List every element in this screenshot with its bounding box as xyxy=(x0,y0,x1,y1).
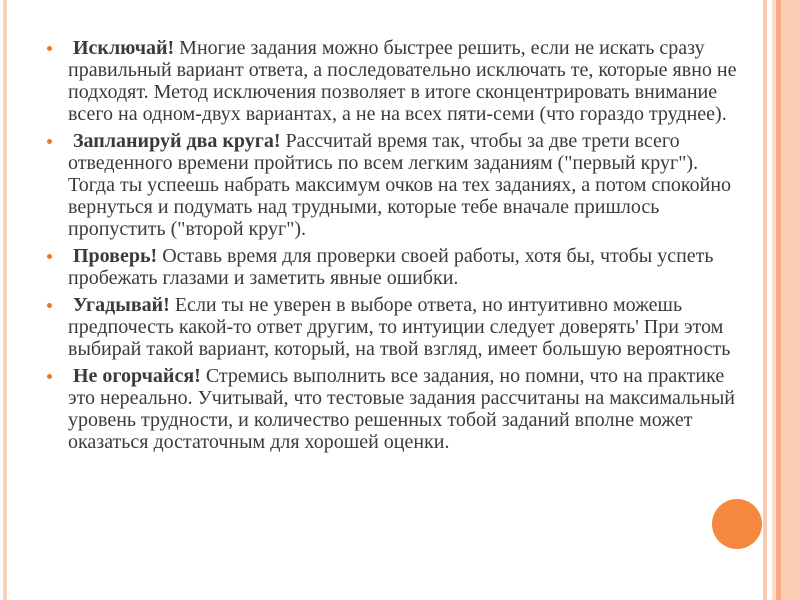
bullet-lead: Исключай! xyxy=(73,37,175,59)
bullet-text: Рассчитай время так, чтобы за две трети всего отведенного времени пройтись по всем легким заданиям ("первый круг"). Тогда ты успеешь набрать максимум очков на тех заданиях, а потом спокойно вернуться и подумать над трудными, которые тебе вначале пришлось пропустить ("второй круг"). xyxy=(68,130,732,240)
bullet-icon xyxy=(47,46,52,51)
bullet-icon xyxy=(47,139,52,144)
bullet-lead: Угадывай! xyxy=(73,294,170,316)
left-border-line xyxy=(3,0,7,600)
bullet-icon xyxy=(47,254,52,259)
bullet-icon xyxy=(47,303,52,308)
bullet-list xyxy=(68,37,748,453)
list-item xyxy=(68,294,748,360)
list-item xyxy=(68,365,748,453)
accent-circle xyxy=(712,499,762,549)
bullet-text: Если ты не уверен в выборе ответа, но интуитивно можешь предпочесть какой-то ответ другим, то интуиции следует доверять' При этом выбирай такой вариант, который, на твой взгляд, имеет большую вероятность xyxy=(68,294,731,360)
list-item xyxy=(68,245,748,289)
slide-body xyxy=(68,37,748,458)
bullet-lead: Запланируй два круга! xyxy=(73,130,281,152)
list-item xyxy=(68,130,748,240)
list-item xyxy=(68,37,748,125)
bullet-text: Стремись выполнить все задания, но помни, что на практике это нереально. Учитывай, что тестовые задания рассчитаны на максимальный уровень трудности, и количество решенных тобой заданий вполне может оказаться достаточным для хорошей оценки. xyxy=(68,365,735,453)
bullet-text: Многие задания можно быстрее решить, если не искать сразу правильный вариант ответа, а последовательно исключать те, которые явно не подходят. Метод исключения позволяет в итоге сконцентрировать внимание всего на одном-двух вариантах, а не на всех пяти-семи (что гораздо труднее). xyxy=(68,37,737,125)
right-stripe-band xyxy=(763,0,800,600)
bullet-lead: Проверь! xyxy=(73,245,158,267)
bullet-text: Оставь время для проверки своей работы, хотя бы, чтобы успеть пробежать глазами и заметить явные ошибки. xyxy=(68,245,714,289)
bullet-icon xyxy=(47,374,52,379)
bullet-lead: Не огорчайся! xyxy=(73,365,201,387)
